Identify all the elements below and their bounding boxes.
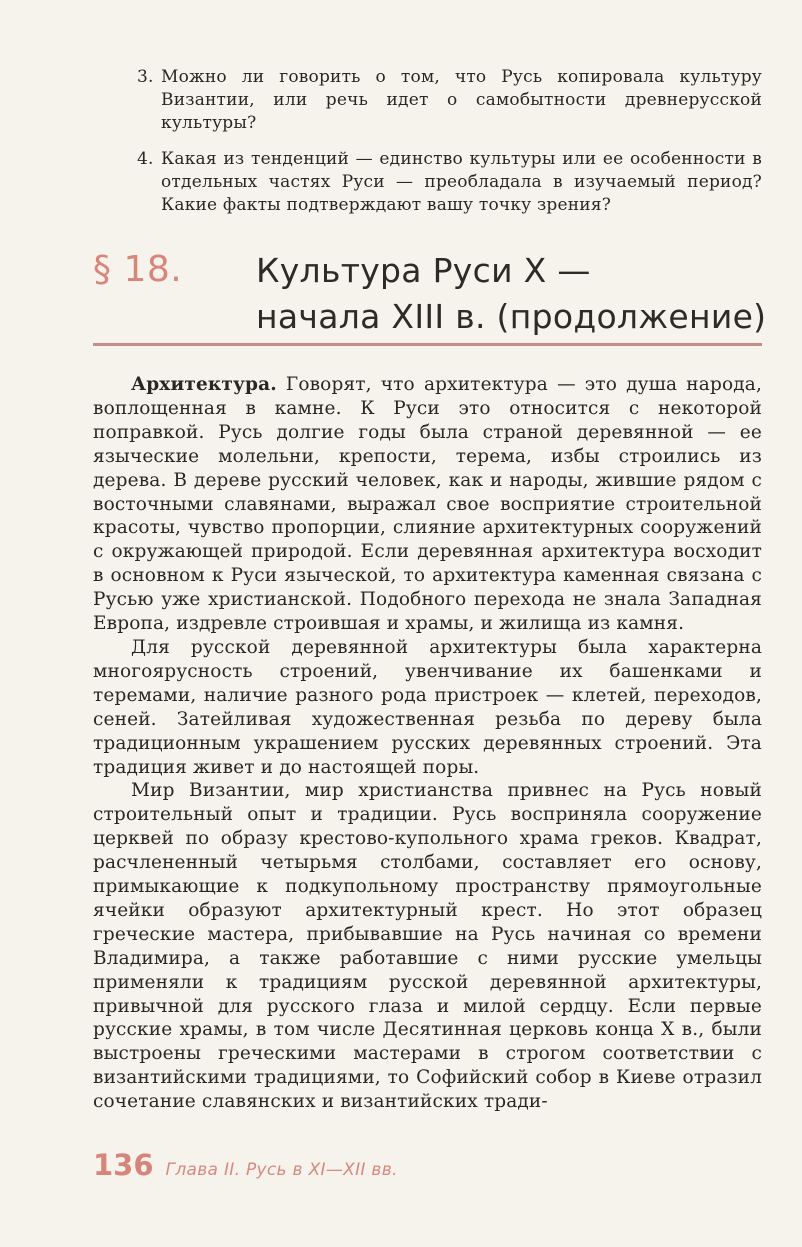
question-item: [137, 66, 762, 135]
body-text: [93, 373, 762, 1114]
question-number: 3.: [137, 67, 154, 87]
section-divider: [93, 343, 762, 346]
question-number: 4.: [137, 149, 154, 169]
paragraph-text: Говорят, что архитектура — это душа народа, воплощенная в камне. К Руси это относится с некоторой поправкой. Русь долгие годы была страной деревянной — ее языческие молельни, крепости, терема, избы строились из дерева. В дереве русский человек, как и народы, жившие рядом с восточными славянами, выражал свое восприятие строительной красоты, чувство пропорции, слияние архитектурных сооружений с окружающей природой. Если деревянная архитектура восходит в основном к Руси языческой, то архитектура каменная связана с Русью уже христианской. Подобного перехода не знала Западная Европа, издревле строившая и храмы, и жилища из камня.: [93, 374, 762, 635]
paragraph: Для русской деревянной архитектуры была характерна многоярусность строений, увенчивание их башенками и теремами, наличие разного рода пристроек — клетей, переходов, сеней. Затейливая художественная резьба по дереву была традиционным украшением русских деревянных строений. Эта традиция живет и до настоящей поры.: [93, 636, 762, 778]
paragraph: [93, 373, 762, 636]
question-item: [137, 148, 762, 217]
section-title-line: начала ХIII в. (продолжение): [256, 297, 767, 336]
section-title: [256, 248, 776, 340]
review-questions: [137, 66, 762, 230]
question-text: Можно ли говорить о том, что Русь копировала культуру Византии, или речь идет о самобытности древнерусской культуры?: [161, 67, 762, 133]
running-head: Глава II. Русь в XI—XII вв.: [165, 1160, 398, 1180]
paragraph-lead: Архитектура.: [131, 374, 277, 395]
section-number: § 18.: [93, 249, 183, 290]
page-footer: [93, 1148, 398, 1182]
question-text: Какая из тенденций — единство культуры или ее особенности в отдельных частях Руси — преобладала в изучаемый период? Какие факты подтверждают вашу точку зрения?: [161, 149, 762, 215]
paragraph: Мир Византии, мир христианства привнес на Русь новый строительный опыт и традиции. Русь восприняла сооружение церквей по образу крестово-купольного храма греков. Квадрат, расчлененный четырьмя столбами, составляет его основу, примыкающие к подкупольному пространству прямоугольные ячейки образуют архитектурный крест. Но этот образец греческие мастера, прибывавшие на Русь начиная со времени Владимира, а также работавшие с ними русские умельцы применяли к традициям русской деревянной архитектуры, привычной для русского глаза и милой сердцу. Если первые русские храмы, в том числе Десятинная церковь конца Х в., были выстроены греческими мастерами в строгом соответствии с византийскими традициями, то Софийский собор в Киеве отразил сочетание славянских и византийских тради-: [93, 780, 762, 1113]
page-number: 136: [93, 1148, 154, 1182]
section-title-line: Культура Руси Х —: [256, 251, 591, 290]
